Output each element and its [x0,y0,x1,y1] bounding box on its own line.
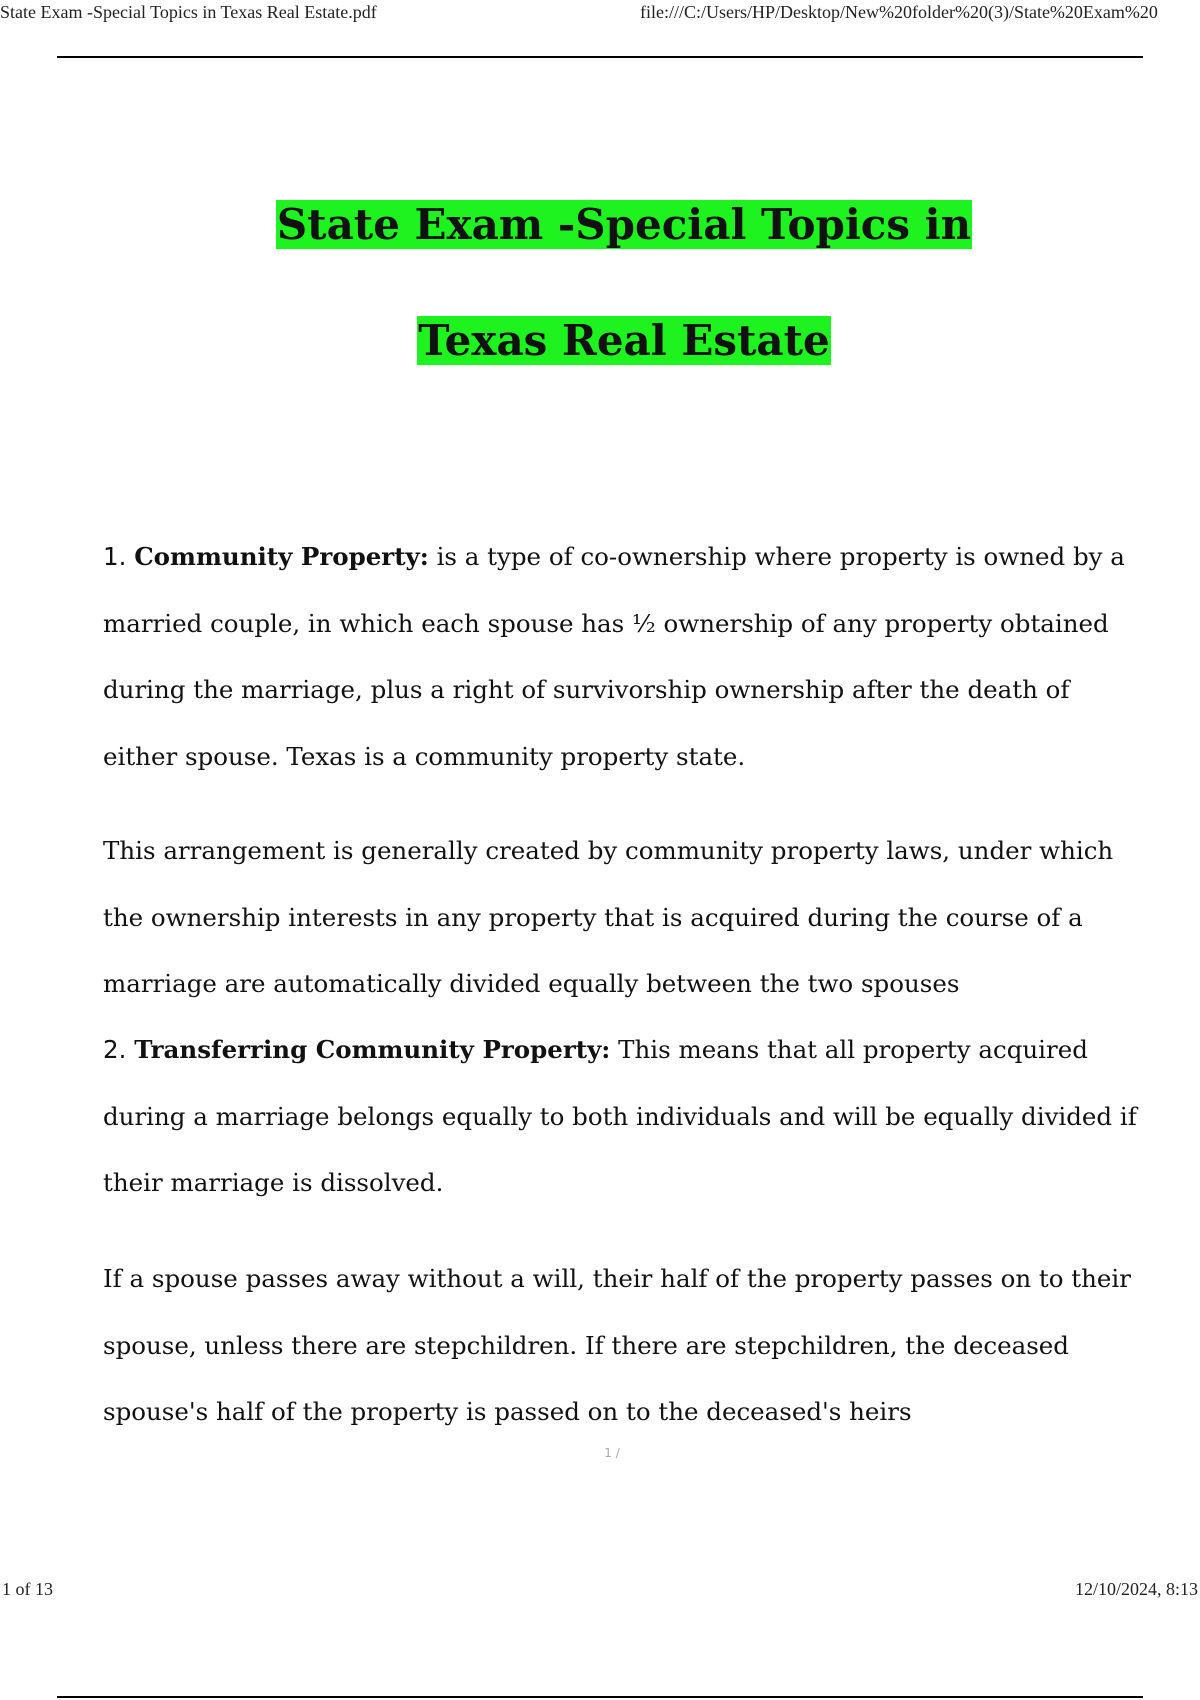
section-community-property [103,524,1143,790]
paragraph-arrangement [103,818,1143,1018]
section-number: 2. [103,1035,127,1064]
section-term: Community Property: [134,542,429,571]
bottom-divider [57,1696,1143,1698]
section-text: This means that all property acquired during a marriage belongs equally to both individuals and will be equally divided if their marriage is dissolved. [103,1035,1137,1197]
section-number: 1. [103,542,127,571]
document-title-line-1 [0,196,1200,254]
file-url-header: file:///C:/Users/HP/Desktop/New%20folder%20(3)/State%20Exam%20 [640,2,1158,22]
section-term: Transferring Community Property: [134,1035,611,1064]
print-date-footer: 12/10/2024, 8:13 [1074,1579,1198,1599]
pdf-filename-header: State Exam -Special Topics in Texas Real Estate.pdf [0,2,377,22]
section-transferring-community-property [103,1017,1143,1217]
page-marker: 1 / [604,1446,620,1460]
paragraph-spouse-passes [103,1246,1143,1446]
document-title-line-2 [0,312,1200,370]
top-divider [57,56,1143,58]
paragraph-text: This arrangement is generally created by community property laws, under which the ownership interests in any property that is acquired during the course of a marriage are automatically divided equally between the two spouses [103,836,1114,998]
paragraph-text: If a spouse passes away without a will, their half of the property passes on to their spouse, unless there are stepchildren. If there are stepchildren, the deceased spouse's half of the property is passed on to the deceased's heirs [103,1264,1131,1426]
title-line-1-text: State Exam -Special Topics in [276,200,972,249]
title-line-2-text: Texas Real Estate [418,316,830,365]
page-count-footer: 1 of 13 [2,1579,53,1599]
section-text: is a type of co-ownership where property is owned by a married couple, in which each spouse has ½ ownership of any property obtained during the marriage, plus a right of survivorship ownership after the death of either spouse. Texas is a community property state. [103,542,1125,771]
